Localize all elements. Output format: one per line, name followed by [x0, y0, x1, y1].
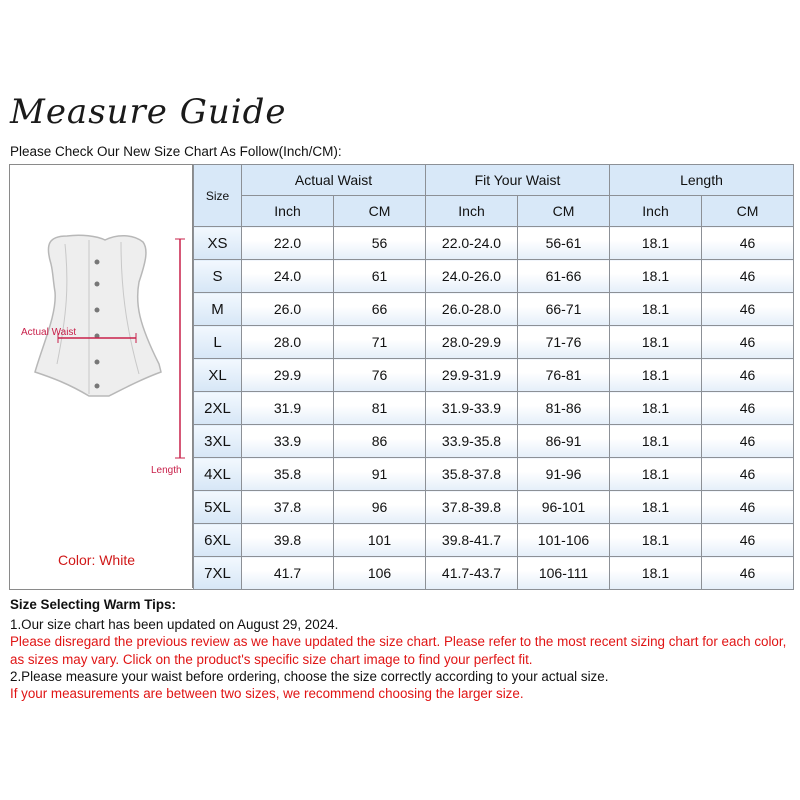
- size-cell: 4XL: [194, 458, 242, 491]
- value-cell: 28.0: [242, 326, 334, 359]
- value-cell: 18.1: [610, 392, 702, 425]
- value-cell: 101-106: [518, 524, 610, 557]
- corset-illustration: [9, 164, 192, 484]
- value-cell: 39.8-41.7: [426, 524, 518, 557]
- value-cell: 33.9-35.8: [426, 425, 518, 458]
- size-header: Size: [194, 165, 242, 227]
- value-cell: 81-86: [518, 392, 610, 425]
- table-row: [194, 458, 794, 491]
- table-row: [194, 524, 794, 557]
- table-row: [194, 293, 794, 326]
- value-cell: 66: [334, 293, 426, 326]
- value-cell: 81: [334, 392, 426, 425]
- color-label: Color: White: [57, 552, 136, 568]
- value-cell: 46: [702, 359, 794, 392]
- tip-line: Please disregard the previous review as we have updated the size chart. Please refer to the most recent sizing chart for each color, as sizes may vary. Click on the product's specific size chart image to find your perfect fit.: [10, 634, 787, 667]
- value-cell: 46: [702, 458, 794, 491]
- table-row: [194, 491, 794, 524]
- value-cell: 46: [702, 557, 794, 590]
- value-cell: 18.1: [610, 425, 702, 458]
- value-cell: 46: [702, 524, 794, 557]
- value-cell: 91: [334, 458, 426, 491]
- size-cell: 7XL: [194, 557, 242, 590]
- size-cell: 3XL: [194, 425, 242, 458]
- value-cell: 66-71: [518, 293, 610, 326]
- value-cell: 18.1: [610, 293, 702, 326]
- value-cell: 96-101: [518, 491, 610, 524]
- size-table: [193, 164, 794, 590]
- unit-header: CM: [518, 196, 610, 227]
- value-cell: 37.8: [242, 491, 334, 524]
- value-cell: 39.8: [242, 524, 334, 557]
- value-cell: 31.9-33.9: [426, 392, 518, 425]
- tip-line: 1.Our size chart has been updated on August 29, 2024.: [10, 617, 339, 633]
- value-cell: 76: [334, 359, 426, 392]
- actual-waist-label: Actual Waist: [21, 327, 77, 338]
- size-cell: 2XL: [194, 392, 242, 425]
- value-cell: 31.9: [242, 392, 334, 425]
- unit-header: CM: [702, 196, 794, 227]
- value-cell: 46: [702, 260, 794, 293]
- table-row: [194, 260, 794, 293]
- value-cell: 22.0: [242, 227, 334, 260]
- group-header: Length: [610, 165, 794, 196]
- table-row: [194, 557, 794, 590]
- table-row: [194, 326, 794, 359]
- value-cell: 46: [702, 392, 794, 425]
- page-title: Measure Guide: [10, 92, 287, 132]
- value-cell: 18.1: [610, 227, 702, 260]
- value-cell: 61-66: [518, 260, 610, 293]
- value-cell: 35.8-37.8: [426, 458, 518, 491]
- table-row: [194, 227, 794, 260]
- size-cell: L: [194, 326, 242, 359]
- value-cell: 56: [334, 227, 426, 260]
- warm-tips: [10, 596, 795, 702]
- size-cell: XS: [194, 227, 242, 260]
- value-cell: 86: [334, 425, 426, 458]
- value-cell: 26.0: [242, 293, 334, 326]
- value-cell: 18.1: [610, 260, 702, 293]
- value-cell: 71-76: [518, 326, 610, 359]
- value-cell: 86-91: [518, 425, 610, 458]
- value-cell: 29.9-31.9: [426, 359, 518, 392]
- size-cell: XL: [194, 359, 242, 392]
- value-cell: 91-96: [518, 458, 610, 491]
- subtitle: Please Check Our New Size Chart As Follow(Inch/CM):: [10, 144, 342, 159]
- value-cell: 56-61: [518, 227, 610, 260]
- value-cell: 24.0: [242, 260, 334, 293]
- table-row: [194, 392, 794, 425]
- group-header: Actual Waist: [242, 165, 426, 196]
- value-cell: 106-111: [518, 557, 610, 590]
- tip-line: If your measurements are between two sizes, we recommend choosing the larger size.: [10, 686, 524, 702]
- value-cell: 26.0-28.0: [426, 293, 518, 326]
- value-cell: 37.8-39.8: [426, 491, 518, 524]
- value-cell: 46: [702, 293, 794, 326]
- value-cell: 96: [334, 491, 426, 524]
- size-cell: 5XL: [194, 491, 242, 524]
- value-cell: 18.1: [610, 359, 702, 392]
- table-row: [194, 425, 794, 458]
- value-cell: 46: [702, 425, 794, 458]
- table-row: [194, 359, 794, 392]
- value-cell: 18.1: [610, 491, 702, 524]
- value-cell: 41.7: [242, 557, 334, 590]
- value-cell: 18.1: [610, 557, 702, 590]
- value-cell: 35.8: [242, 458, 334, 491]
- value-cell: 101: [334, 524, 426, 557]
- unit-header: CM: [334, 196, 426, 227]
- value-cell: 61: [334, 260, 426, 293]
- unit-header: Inch: [426, 196, 518, 227]
- value-cell: 33.9: [242, 425, 334, 458]
- value-cell: 41.7-43.7: [426, 557, 518, 590]
- value-cell: 18.1: [610, 524, 702, 557]
- tip-line: 2.Please measure your waist before ordering, choose the size correctly according to your actual size.: [10, 668, 609, 684]
- value-cell: 29.9: [242, 359, 334, 392]
- size-cell: M: [194, 293, 242, 326]
- unit-header: Inch: [242, 196, 334, 227]
- length-label: Length: [151, 465, 182, 476]
- value-cell: 46: [702, 326, 794, 359]
- size-cell: 6XL: [194, 524, 242, 557]
- product-figure-panel: [9, 164, 193, 588]
- value-cell: 18.1: [610, 458, 702, 491]
- tips-title: Size Selecting Warm Tips:: [10, 597, 176, 612]
- group-header: Fit Your Waist: [426, 165, 610, 196]
- value-cell: 71: [334, 326, 426, 359]
- value-cell: 106: [334, 557, 426, 590]
- value-cell: 46: [702, 491, 794, 524]
- value-cell: 18.1: [610, 326, 702, 359]
- value-cell: 28.0-29.9: [426, 326, 518, 359]
- value-cell: 46: [702, 227, 794, 260]
- unit-header: Inch: [610, 196, 702, 227]
- value-cell: 76-81: [518, 359, 610, 392]
- value-cell: 22.0-24.0: [426, 227, 518, 260]
- size-cell: S: [194, 260, 242, 293]
- value-cell: 24.0-26.0: [426, 260, 518, 293]
